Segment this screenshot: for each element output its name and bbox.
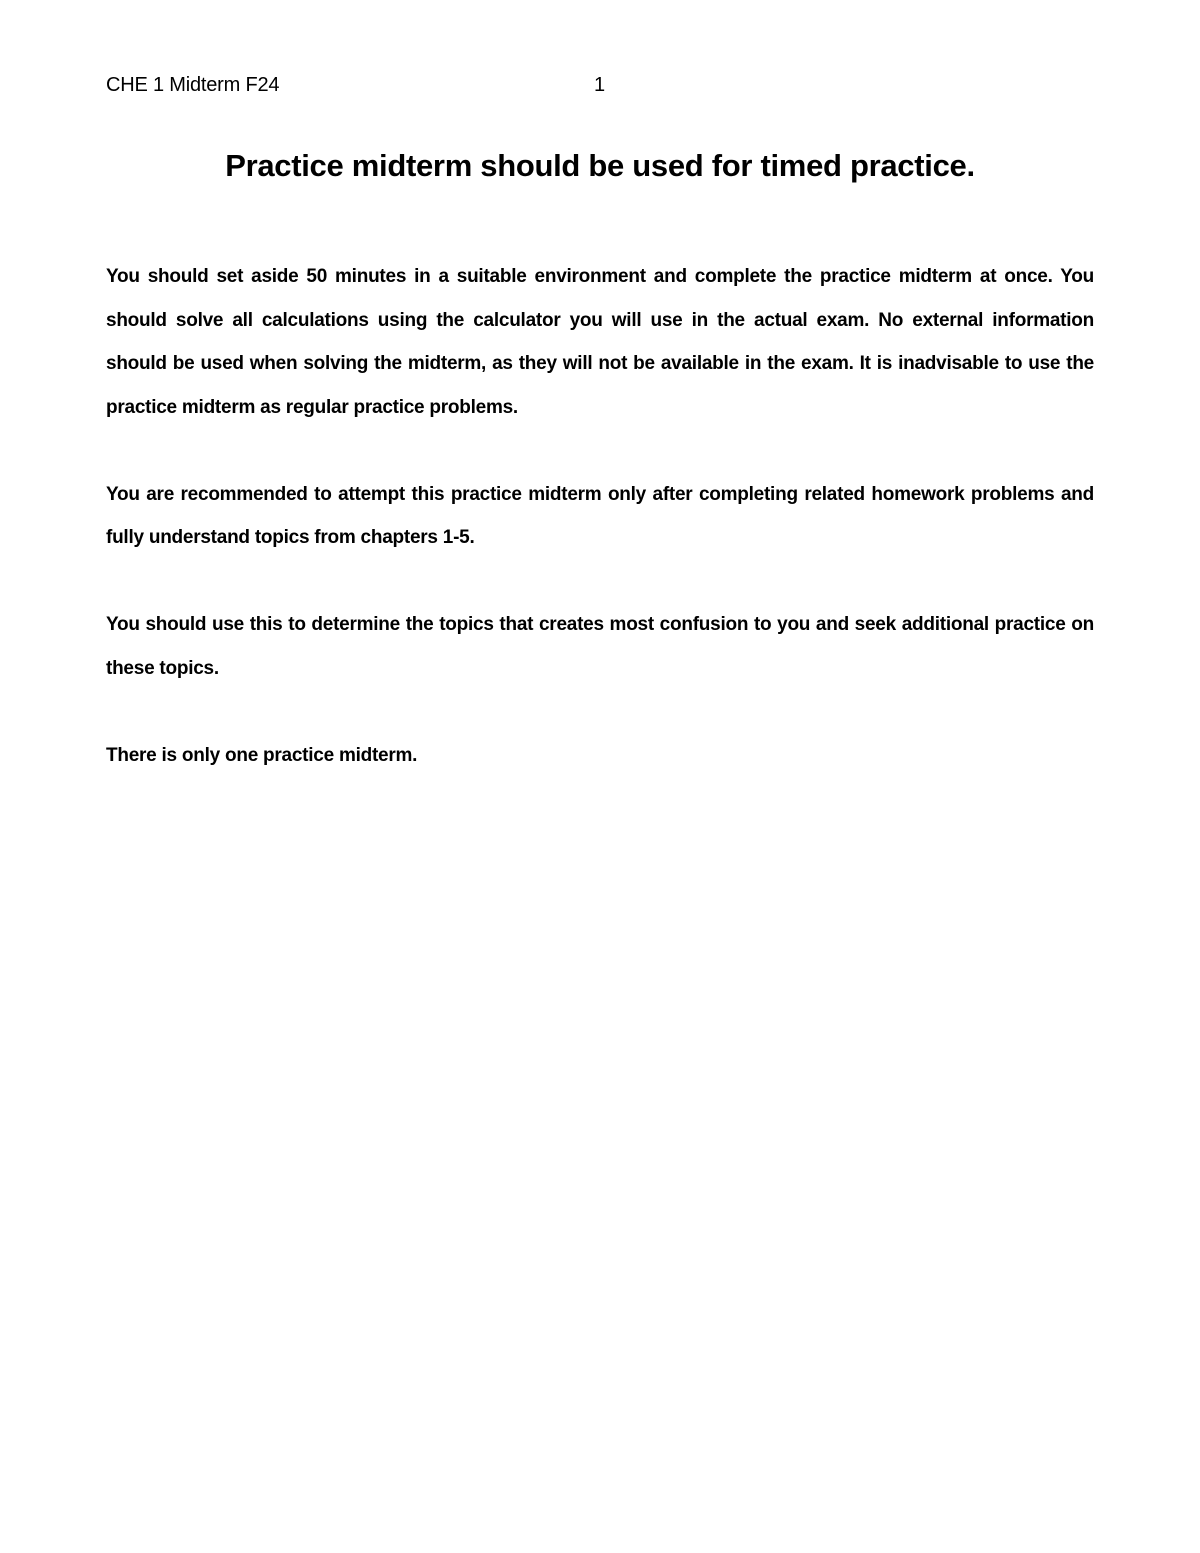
page-number: 1 [594,74,606,96]
paragraph-recommendation: You are recommended to attempt this practice midterm only after completing related homework problems and fully understand topics from chapters 1-5. [106,483,1094,548]
paragraph-note: There is only one practice midterm. [106,744,418,766]
page-title: Practice midterm should be used for timed practice. [225,148,975,183]
paragraph-topics: You should use this to determine the topics that creates most confusion to you and seek additional practice on these topics. [106,614,1094,679]
paragraph-instructions: You should set aside 50 minutes in a suitable environment and complete the practice midterm at once. You should solve all calculations using the calculator you will use in the actual exam. No external information should be used when solving the midterm, as they will not be available in the exam. It is inadvisable to use the practice midterm as regular practice problems. [106,266,1094,418]
header-course: CHE 1 Midterm F24 [106,74,280,96]
body-text [106,255,1094,821]
